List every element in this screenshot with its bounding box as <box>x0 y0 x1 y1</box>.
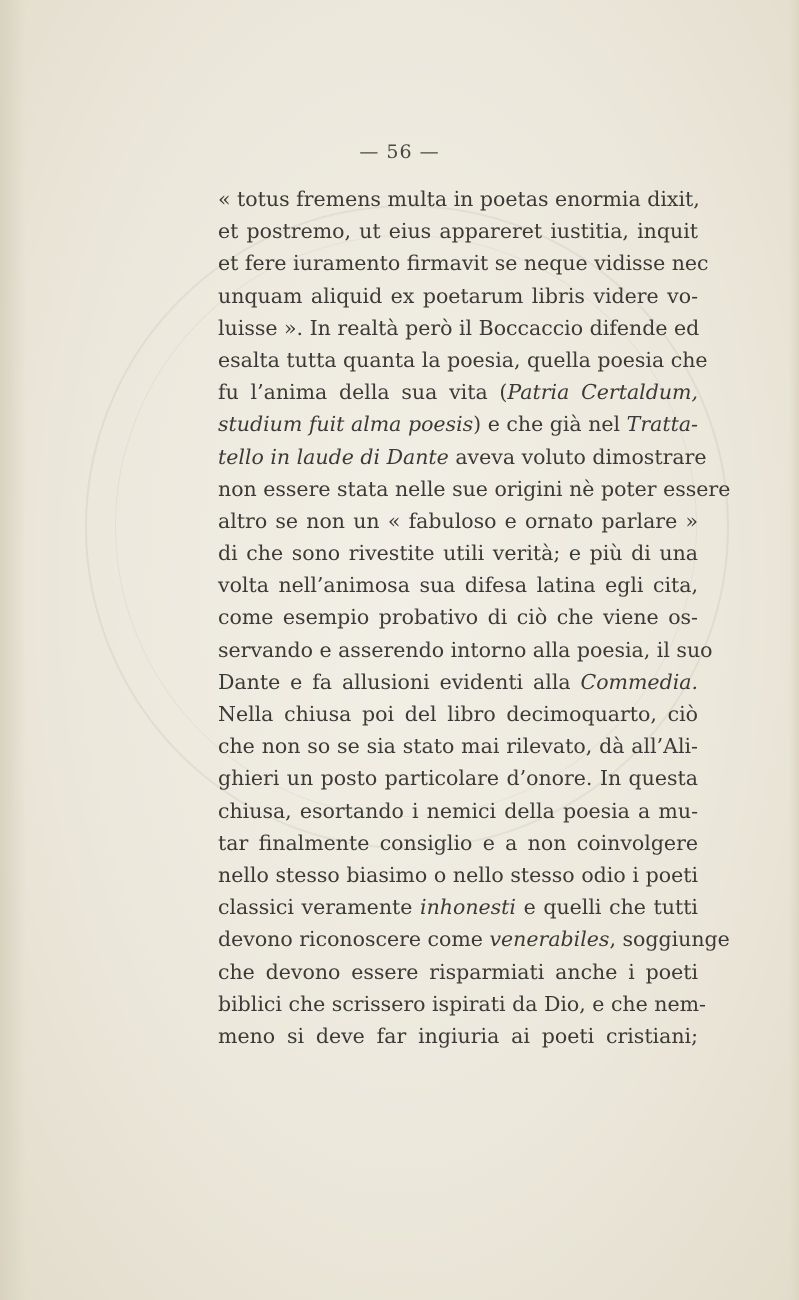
text-line <box>218 441 707 473</box>
text-span: biblici che scrissero ispirati da Dio, e che nem- <box>218 991 706 1016</box>
text-line <box>218 408 698 440</box>
text-line <box>218 956 698 988</box>
text-span: che devono essere risparmiati anche i poeti <box>218 959 698 984</box>
text-span: chiusa, esortando i nemici della poesia a mu- <box>218 798 698 823</box>
text-line <box>218 312 698 344</box>
text-line <box>218 634 713 666</box>
text-span: non essere stata nelle sue origini nè poter essere <box>218 476 731 501</box>
italic-text-span: tello in laude di Dante <box>218 444 449 469</box>
text-line <box>218 537 698 569</box>
text-span: esalta tutta quanta la poesia, quella poesia che <box>218 347 708 372</box>
italic-text-span: venerabiles <box>489 927 610 952</box>
body-text <box>218 183 731 1052</box>
italic-text-span: studium fuit alma poesis <box>218 412 474 437</box>
text-line <box>218 569 698 601</box>
text-span: devono riconoscere come <box>218 927 490 952</box>
text-span: meno si deve far ingiuria ai poeti cristiani; <box>218 1023 698 1048</box>
text-line <box>218 344 708 376</box>
text-line <box>218 376 698 408</box>
text-span: di che sono rivestite utili verità; e più di una <box>218 541 698 566</box>
italic-text-span: Patria Certaldum, <box>507 380 699 405</box>
text-line <box>218 988 706 1020</box>
text-line <box>218 666 698 698</box>
text-line <box>218 698 698 730</box>
text-line <box>218 183 698 215</box>
text-line <box>218 762 698 794</box>
text-span: , soggiunge <box>609 927 730 952</box>
text-line <box>218 247 709 279</box>
text-line <box>218 1020 698 1052</box>
text-line <box>218 859 698 891</box>
text-span: tar finalmente consiglio e a non coinvolgere <box>218 830 698 855</box>
text-line <box>218 923 730 955</box>
text-span: ghieri un posto particolare d’onore. In questa <box>218 766 698 791</box>
text-line <box>218 505 698 537</box>
text-line <box>218 795 698 827</box>
text-line <box>218 473 731 505</box>
text-line <box>218 601 698 633</box>
text-span: unquam aliquid ex poetarum libris videre vo- <box>218 283 698 308</box>
text-span: ) e che già nel <box>473 412 627 437</box>
text-span: altro se non un « fabuloso e ornato parlare » <box>218 508 698 533</box>
page-left-edge-shadow <box>0 0 26 1300</box>
text-span: volta nell’animosa sua difesa latina egli cita, <box>218 573 698 598</box>
text-line <box>218 215 698 247</box>
page-right-edge-shadow <box>789 0 799 1300</box>
text-span: « totus fremens multa in poetas enormia dixit, <box>218 187 700 211</box>
text-line <box>218 891 698 923</box>
text-span: et postremo, ut eius appareret iustitia, inquit <box>218 219 698 244</box>
text-span: Dante e fa allusioni evidenti alla <box>218 669 581 694</box>
italic-text-span: Tratta- <box>626 412 698 437</box>
text-span: e quelli che tutti <box>515 895 698 920</box>
text-span: nello stesso biasimo o nello stesso odio i poeti <box>218 862 698 887</box>
text-span: luisse ». In realtà però il Boccaccio difende ed <box>218 315 700 340</box>
text-span: aveva voluto dimostrare <box>448 444 707 469</box>
text-span: classici veramente <box>218 895 421 920</box>
text-span: come esempio probativo di ciò che viene os- <box>218 605 698 630</box>
text-span: et fere iuramento firmavit se neque vidisse nec <box>218 251 709 276</box>
text-line <box>218 280 698 312</box>
text-line <box>218 730 698 762</box>
italic-text-span: inhonesti <box>420 895 516 920</box>
text-span: che non so se sia stato mai rilevato, dà all’Ali- <box>218 734 698 759</box>
text-span: servando e asserendo intorno alla poesia, il suo <box>218 637 713 662</box>
text-line <box>218 827 698 859</box>
page-number: — 56 — <box>359 141 440 163</box>
text-span: fu l’anima della sua vita ( <box>218 380 508 405</box>
text-span: Nella chiusa poi del libro decimoquarto, ciò <box>218 702 698 726</box>
italic-text-span: Commedia. <box>580 669 698 694</box>
